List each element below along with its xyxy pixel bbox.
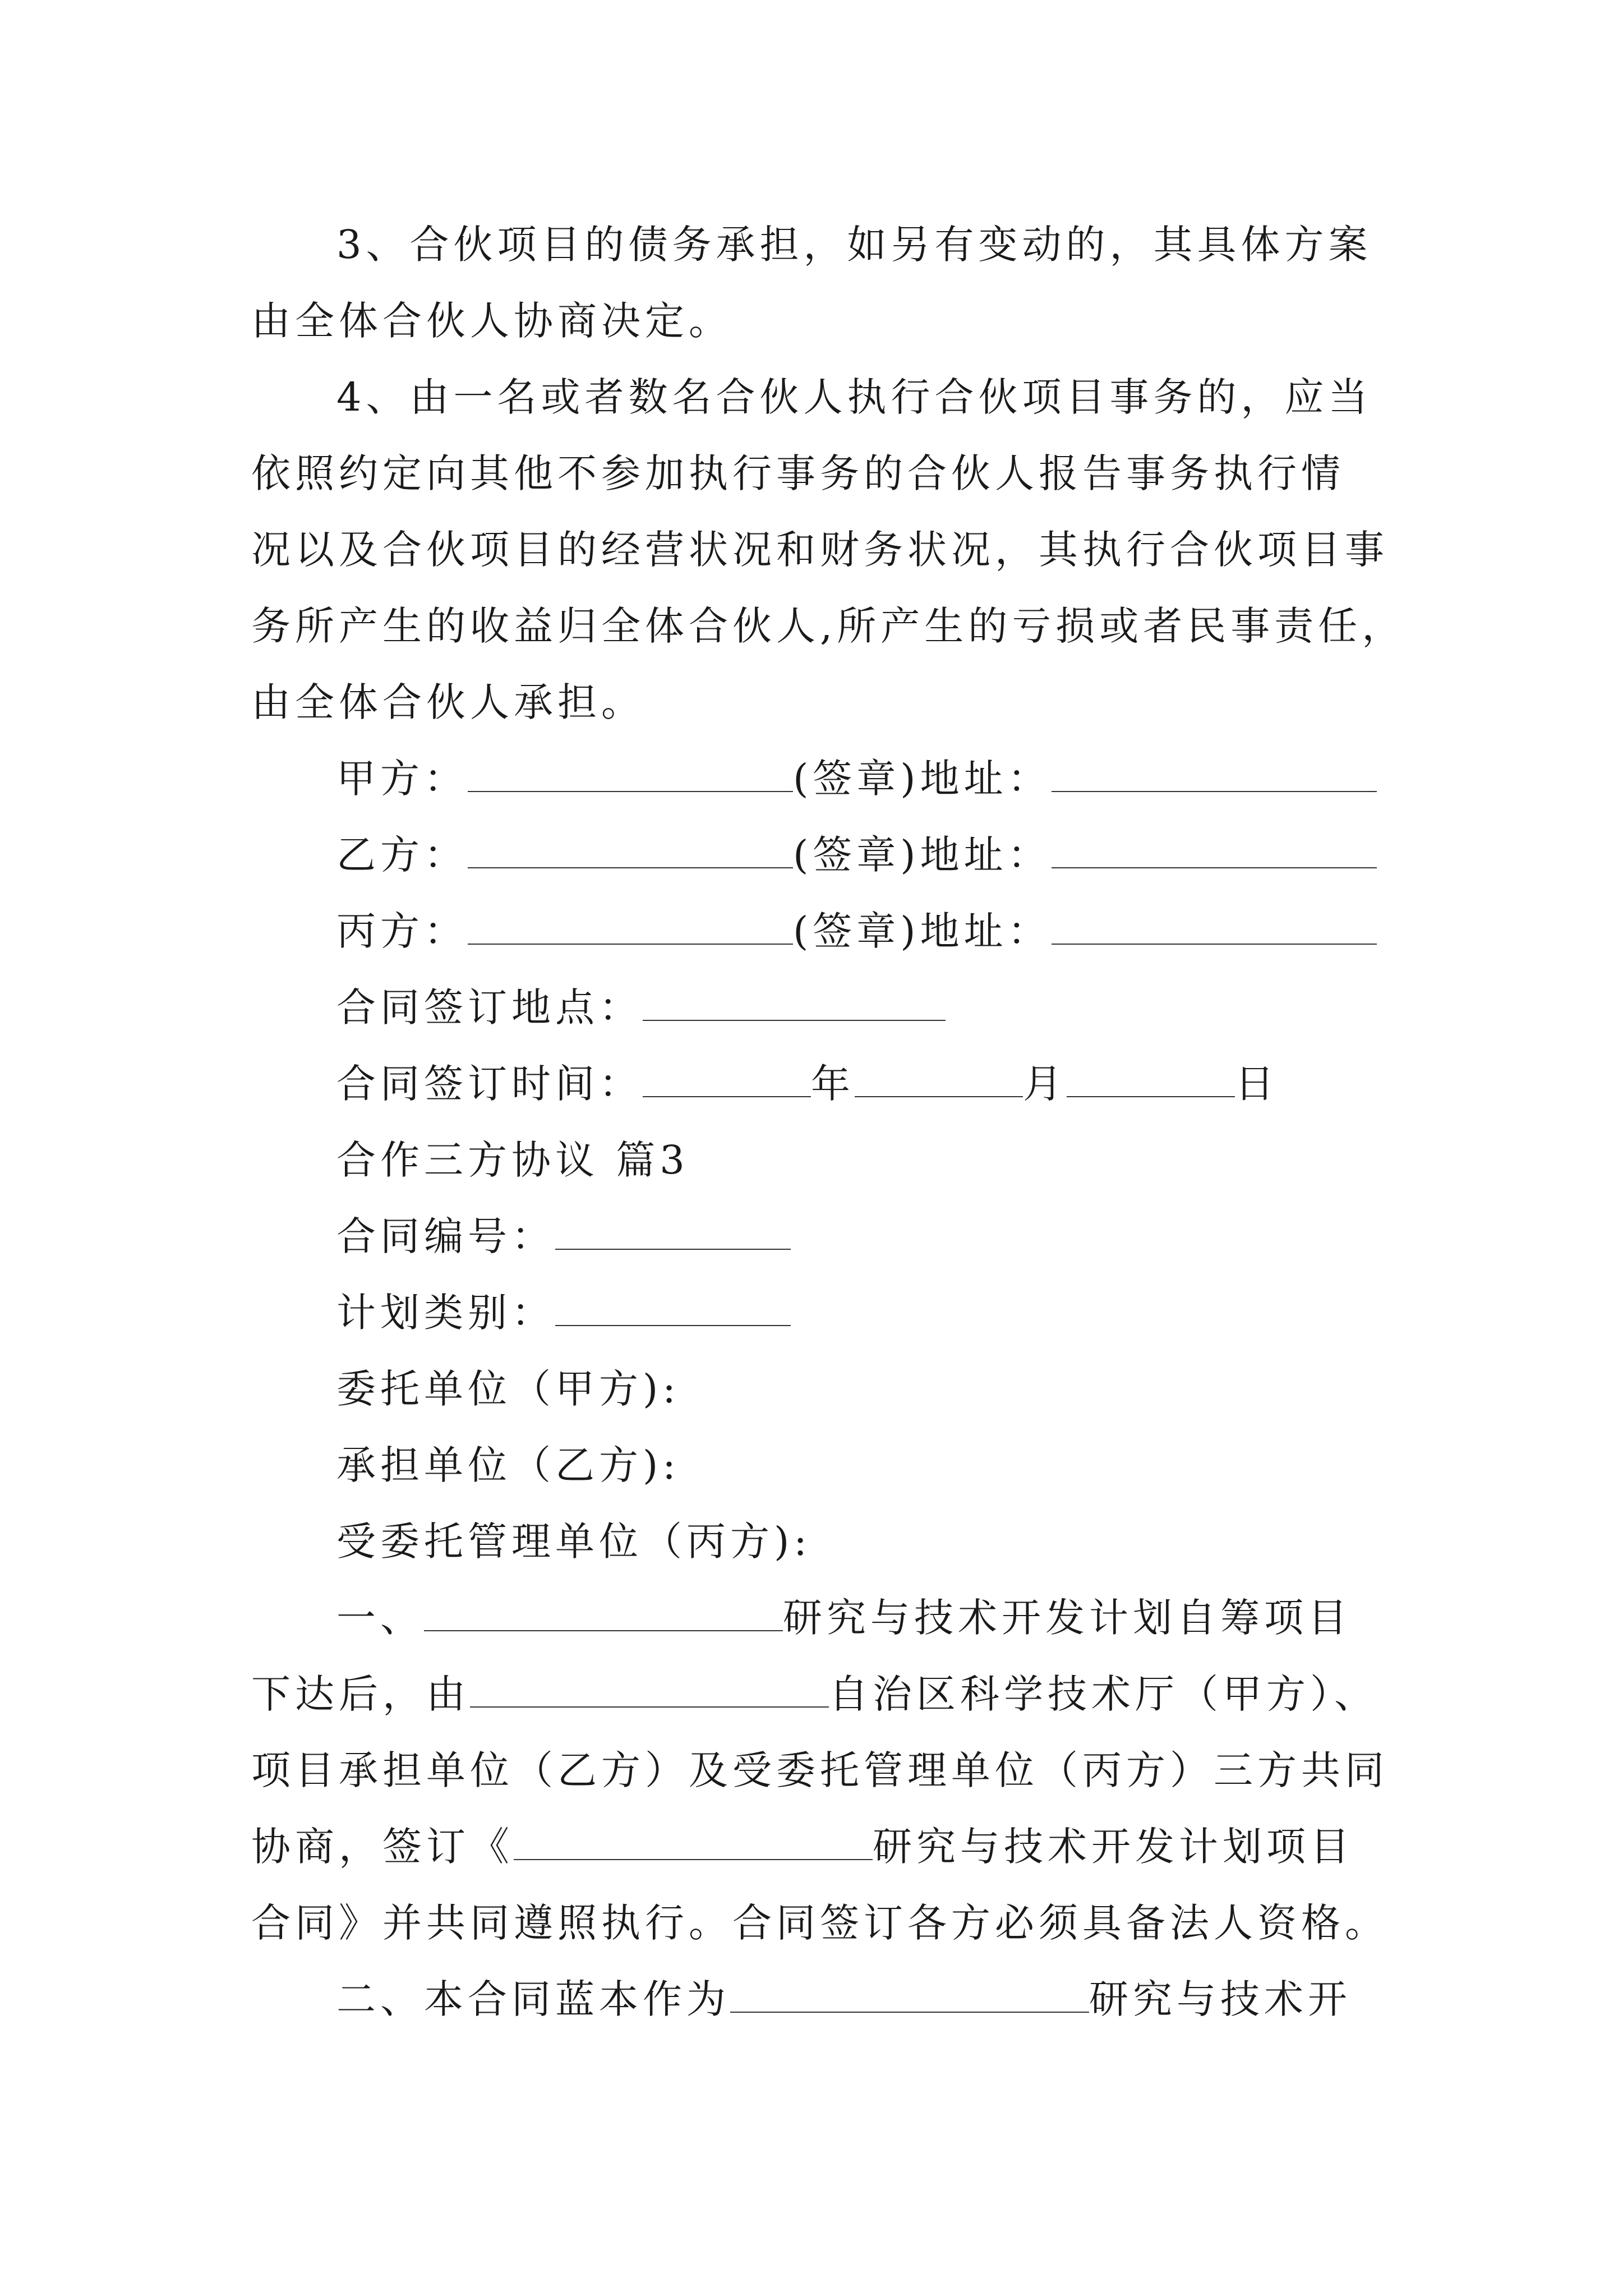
article-1-line-2 (251, 1666, 1384, 1722)
signature-party-a (336, 751, 1384, 807)
party-b-address-blank (1052, 832, 1377, 868)
party-b-label: 乙方： (336, 832, 468, 878)
article-2-prefix: 二、本合同蓝本作为 (336, 1976, 730, 2022)
party-c-seal-address-label: (签章)地址： (793, 908, 1052, 954)
party-c-address-blank (1052, 909, 1377, 945)
signing-time-label: 合同签订时间： (336, 1061, 643, 1107)
article-1-line-1 (336, 1590, 1384, 1646)
party-a-blank (468, 756, 793, 792)
plan-category-label: 计划类别： (336, 1290, 555, 1336)
contract-number-blank (555, 1214, 791, 1250)
year-blank (643, 1061, 811, 1097)
day-label: 日 (1235, 1061, 1279, 1107)
contract-number (336, 1208, 1384, 1264)
signing-place-label: 合同签订地点： (336, 984, 643, 1030)
article-2-blank (730, 1977, 1089, 2013)
signing-place-blank (643, 985, 946, 1021)
party-b-blank (468, 832, 793, 868)
article-1-line-2-suffix: 自治区科学技术厅（甲方）、 (829, 1671, 1378, 1717)
clause-4-line-2: 依照约定向其他不参加执行事务的合伙人报告事务执行情 (251, 450, 1345, 496)
party-a-seal-address-label: (签章)地址： (793, 756, 1052, 802)
article-2-suffix: 研究与技术开 (1089, 1976, 1352, 2022)
clause-3-line-1: 3、合伙项目的债务承担，如另有变动的，其具体方案 (336, 222, 1372, 268)
article-1-line-2-prefix: 下达后，由 (251, 1671, 470, 1717)
party-b-seal-address-label: (签章)地址： (793, 832, 1052, 878)
article-1-blank-2 (470, 1672, 829, 1708)
contract-number-label: 合同编号： (336, 1213, 555, 1259)
entrusting-unit: 委托单位（甲方): (336, 1366, 680, 1412)
article-1-line-5: 合同》并共同遵照执行。合同签订各方必须具备法人资格。 (251, 1900, 1389, 1946)
article-1-line-3: 项目承担单位（乙方）及受委托管理单位（丙方）三方共同 (251, 1747, 1389, 1793)
month-blank (855, 1061, 1023, 1097)
clause-4-line-4: 务所产生的收益归全体合伙人,所产生的亏损或者民事责任， (251, 603, 1406, 649)
clause-4-line-1: 4、由一名或者数名合伙人执行合伙项目事务的，应当 (336, 374, 1372, 420)
clause-3-line-2: 由全体合伙人协商决定。 (251, 298, 732, 344)
party-c-blank (468, 909, 793, 945)
plan-category-blank (555, 1290, 791, 1326)
plan-category (336, 1285, 1384, 1341)
article-1-blank-1 (424, 1595, 783, 1631)
article-1-line-1-suffix: 研究与技术开发计划自筹项目 (783, 1595, 1352, 1641)
article-1-line-4 (251, 1819, 1384, 1875)
month-label: 月 (1023, 1061, 1067, 1107)
party-a-address-blank (1052, 756, 1377, 792)
article-1-line-4-suffix: 研究与技术开发计划项目 (873, 1824, 1354, 1870)
managing-unit: 受委托管理单位（丙方): (336, 1519, 811, 1565)
article-1-line-4-prefix: 协商，签订《 (251, 1824, 514, 1870)
day-blank (1067, 1061, 1235, 1097)
signature-party-b (336, 827, 1384, 883)
article-1-blank-3 (514, 1824, 873, 1860)
article-2-line-1 (336, 1971, 1384, 2027)
section-3-title: 合作三方协议 篇3 (336, 1137, 689, 1183)
party-c-label: 丙方： (336, 908, 468, 954)
article-1-prefix: 一、 (336, 1595, 424, 1641)
signing-time (336, 1056, 1384, 1112)
undertaking-unit: 承担单位（乙方): (336, 1442, 680, 1488)
party-a-label: 甲方： (336, 756, 468, 802)
year-label: 年 (811, 1061, 855, 1107)
clause-4-line-5: 由全体合伙人承担。 (251, 679, 645, 725)
signature-party-c (336, 903, 1384, 959)
clause-4-line-3: 况以及合伙项目的经营状况和财务状况，其执行合伙项目事 (251, 527, 1389, 573)
signing-place (336, 979, 1384, 1036)
